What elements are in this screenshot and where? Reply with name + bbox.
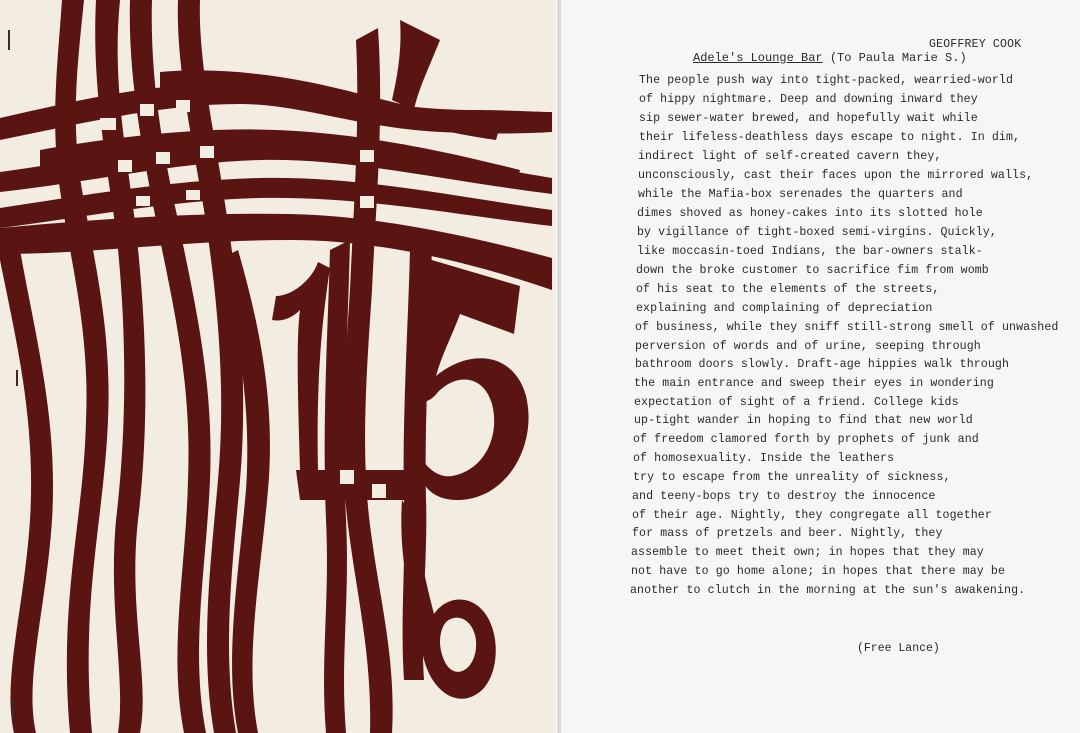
poem-line: of their age. Nightly, they congregate all together [632,509,992,522]
digit-four-crossbar [296,470,420,500]
byline: (Free Lance) [857,642,940,655]
poem-line: not have to go home alone; in hopes that there may be [631,565,1006,578]
poem-line: explaining and complaining of depreciation [636,302,933,315]
staple-mark [8,30,10,50]
poem-line: up-tight wander in hoping to find that new world [634,414,973,427]
digit-five [416,256,529,500]
vertical-ribbon [343,28,393,733]
poem-line: expectation of sight of a friend. College kids [634,396,959,409]
vertical-ribbon [0,240,53,733]
poem-line: of homosexuality. Inside the leathers [633,452,895,465]
poem-line: like moccasin-toed Indians, the bar-owners stalk- [637,245,983,258]
poem-line: another to clutch in the morning at the sun's awakening. [630,584,1026,597]
digit-four-stroke [272,262,330,470]
poem-line: while the Mafia-box serenades the quarters and [638,188,963,201]
poem-line: the main entrance and sweep their eyes in wondering [634,377,994,390]
author-name: GEOFFREY COOK [929,38,1022,51]
poem-line: by vigillance of tight-boxed semi-virgins. Quickly, [637,226,997,239]
staple-mark [16,370,18,386]
typed-page [557,0,1080,733]
poem-line: try to escape from the unreality of sickness, [633,471,951,484]
poem-title: Adele's Lounge Bar [693,51,823,65]
poem-line: of freedom clamored forth by prophets of junk and [633,433,979,446]
poem-line: bathroom doors slowly. Draft-age hippies walk through [635,358,1010,371]
poem-line: of business, while they sniff still-strong smell of unwashed [635,321,1059,334]
page-gutter [557,0,561,733]
poem-line: of hippy nightmare. Deep and downing inward they [639,93,978,106]
poem-line: for mass of pretzels and beer. Nightly, they [632,527,943,540]
poem-line: unconsciously, cast their faces upon the mirrored walls, [638,169,1034,182]
poem-heading [693,51,967,65]
poem-line: assemble to meet theit own; in hopes that they may [631,546,984,559]
poem-line: indirect light of self-created cavern they, [638,150,942,163]
poem-line: sip sewer-water brewed, and hopefully wait while [639,112,978,125]
vertical-ribbon [392,20,440,110]
poem-line: and teeny-bops try to destroy the innocence [632,490,936,503]
poem-line: of his seat to the elements of the streets, [636,283,940,296]
poem-line: The people push way into tight-packed, wearried-world [639,74,1014,87]
poem-line: perversion of words and of urine, seeping through [635,340,981,353]
poem-line: their lifeless-deathless days escape to night. In dim, [639,131,1021,144]
poem-line: dimes shoved as honey-cakes into its slotted hole [637,207,983,220]
poem-dedication: (To Paula Marie S.) [829,51,967,65]
staple-mark [12,700,14,722]
poem-line: down the broke customer to sacrifice fim from womb [636,264,989,277]
